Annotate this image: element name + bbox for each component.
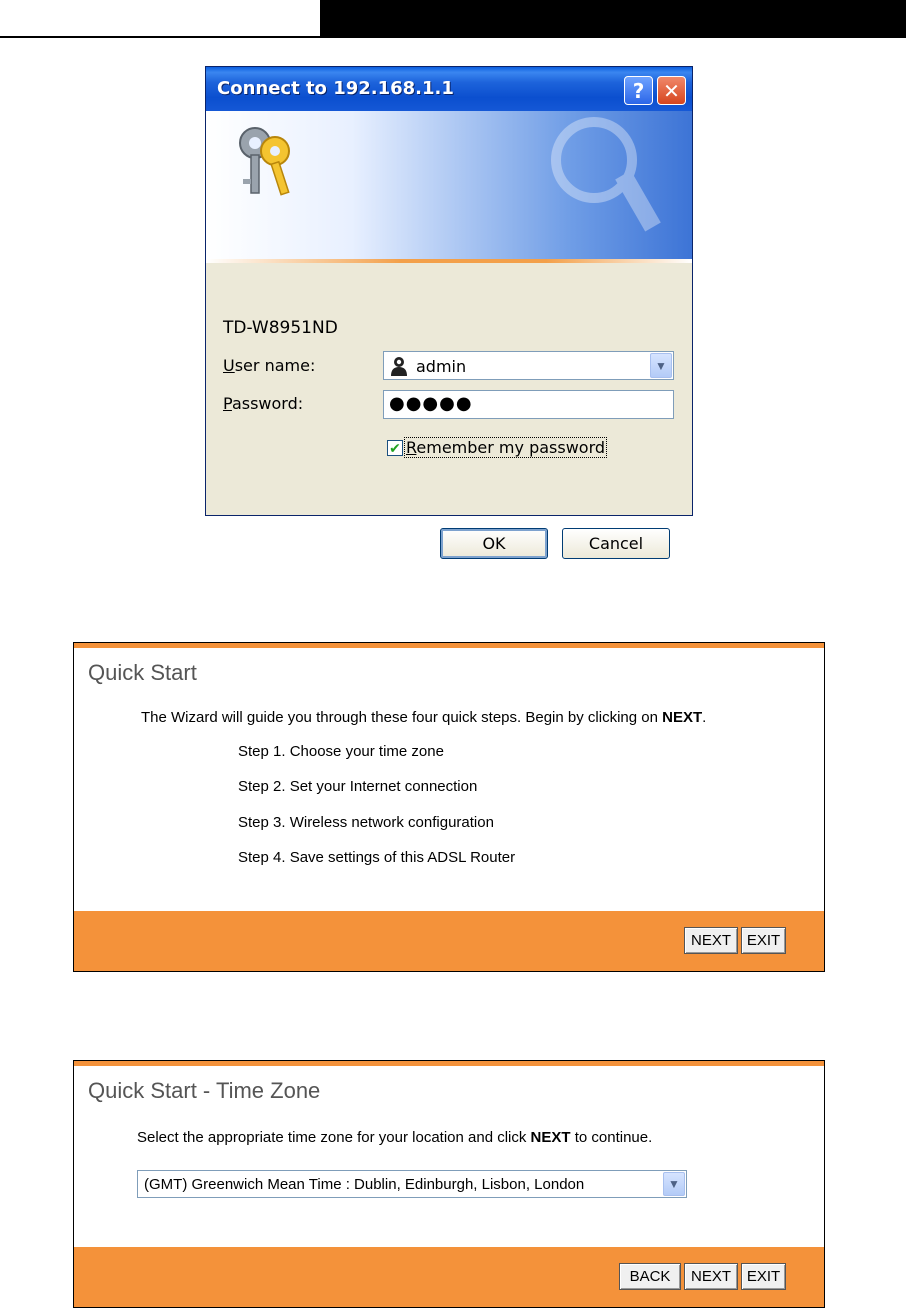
device-name: TD-W8951ND xyxy=(223,318,338,338)
dialog-titlebar[interactable] xyxy=(206,67,692,111)
username-label: User name: xyxy=(223,356,316,375)
next-button[interactable]: NEXT xyxy=(684,927,738,954)
username-value: admin xyxy=(416,357,467,376)
keys-watermark-icon xyxy=(524,115,674,235)
exit-button[interactable]: EXIT xyxy=(741,927,786,954)
panel-title: Quick Start xyxy=(88,660,197,685)
time-zone-value: (GMT) Greenwich Mean Time : Dublin, Edinburgh, Lisbon, London xyxy=(144,1176,585,1193)
ok-button[interactable]: OK xyxy=(440,528,548,559)
time-zone-select[interactable] xyxy=(137,1170,687,1198)
quick-start-panel xyxy=(73,642,825,972)
panel-title: Quick Start - Time Zone xyxy=(88,1078,321,1103)
step-item: Step 1. Choose your time zone xyxy=(238,743,444,760)
exit-button[interactable]: EXIT xyxy=(741,1263,786,1290)
close-button[interactable]: ✕ xyxy=(657,76,686,105)
login-dialog xyxy=(205,66,693,553)
panel-top-stripe xyxy=(74,1061,824,1066)
step-item: Step 2. Set your Internet connection xyxy=(238,778,478,795)
remember-password-checkbox[interactable]: ✔ xyxy=(387,440,403,456)
page-header xyxy=(0,0,906,40)
keys-icon xyxy=(231,121,301,201)
panel-top-stripe xyxy=(74,643,824,648)
panel-footer xyxy=(74,911,824,971)
header-right-bar xyxy=(320,0,906,38)
header-left xyxy=(0,0,320,38)
panel-footer xyxy=(74,1247,824,1307)
dialog-body xyxy=(206,263,692,553)
time-zone-intro: Select the appropriate time zone for your location and click NEXT to continue. xyxy=(137,1129,653,1146)
user-icon xyxy=(390,356,408,376)
dialog-banner xyxy=(206,111,692,263)
wizard-intro: The Wizard will guide you through these four quick steps. Begin by clicking on NEXT. xyxy=(141,709,707,726)
chevron-down-icon[interactable]: ▼ xyxy=(663,1172,685,1196)
back-button[interactable]: BACK xyxy=(619,1263,681,1290)
step-item: Step 3. Wireless network configuration xyxy=(238,814,494,831)
time-zone-panel xyxy=(73,1060,825,1308)
password-label: Password: xyxy=(223,394,304,413)
cancel-button[interactable]: Cancel xyxy=(562,528,670,559)
step-item: Step 4. Save settings of this ADSL Router xyxy=(238,849,516,866)
remember-password-label[interactable]: Remember my password xyxy=(406,438,606,457)
help-button[interactable]: ? xyxy=(624,76,653,105)
password-input[interactable]: ●●●●● xyxy=(383,390,674,419)
dialog-title: Connect to 192.168.1.1 xyxy=(217,78,454,99)
username-combobox[interactable] xyxy=(383,351,674,380)
chevron-down-icon[interactable]: ▼ xyxy=(650,353,672,378)
next-button[interactable]: NEXT xyxy=(684,1263,738,1290)
